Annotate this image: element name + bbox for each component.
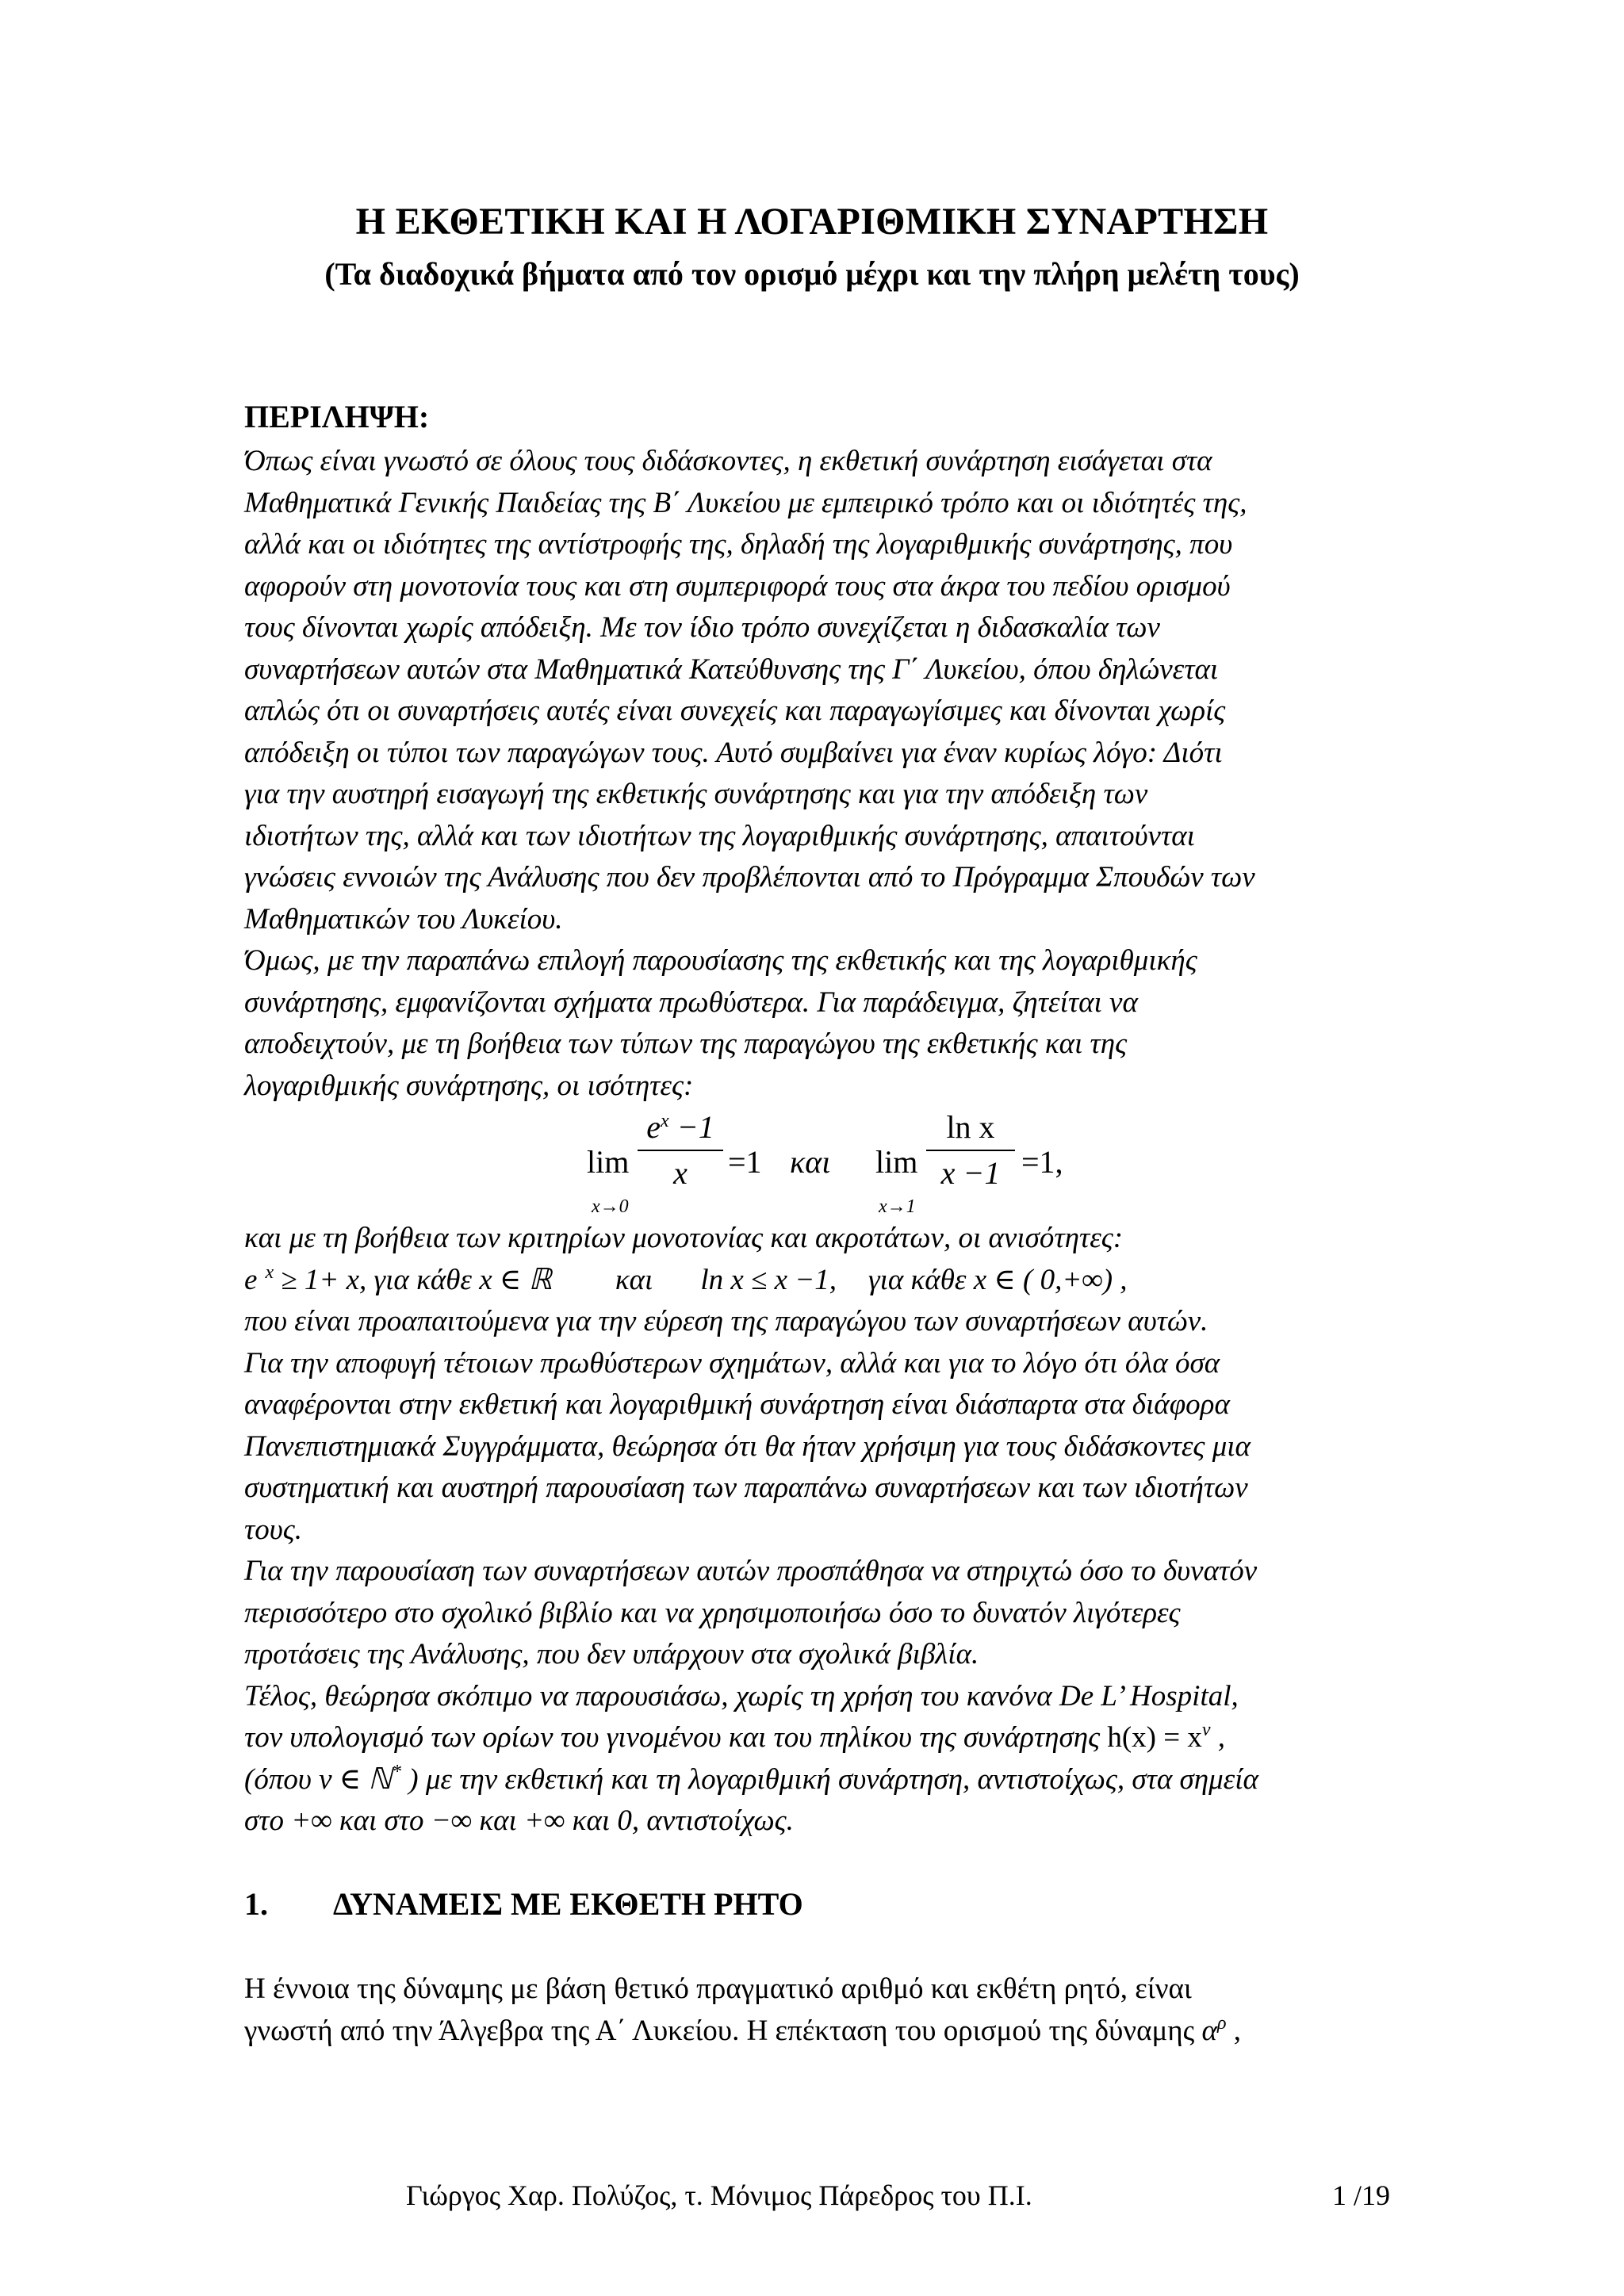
equals-one-comma: =1, <box>1021 1144 1063 1180</box>
abstract-line: Πανεπιστημιακά Συγγράμματα, θεώρησα ότι θα ήταν χρήσιμη για τους διδάσκοντες μια <box>244 1429 1251 1463</box>
section-heading <box>244 1885 803 1923</box>
abstract-line-hx <box>244 1717 1394 1759</box>
nu-start: (όπου ν ∈ ℕ <box>244 1762 393 1796</box>
section-title: ΔΥΝΑΜΕΙΣ ΜΕ ΕΚΘΕΤΗ ΡΗΤΟ <box>333 1886 803 1922</box>
ineq-conjunction: και <box>615 1263 653 1296</box>
abstract-heading: ΠΕΡΙΛΗΨΗ: <box>244 399 430 434</box>
nu-end: ) με την εκθετική και τη λογαριθμική συνάρτηση, αντιστοίχως, στα σημεία <box>401 1762 1258 1796</box>
fraction-bar <box>926 1150 1015 1151</box>
hx-exponent: ν <box>1201 1720 1211 1740</box>
abstract-line: συνάρτησης, εμφανίζονται σχήματα πρωθύστερα. Για παράδειγμα, ζητείται να <box>244 985 1138 1019</box>
abstract-line: στο +∞ και στο −∞ και +∞ και 0, αντιστοίχως. <box>244 1804 794 1837</box>
ineq-left <box>244 1261 560 1296</box>
limits-equation <box>244 1107 1394 1218</box>
document-title: Η ΕΚΘΕΤΙΚΗ ΚΑΙ Η ΛΟΓΑΡΙΘΜΙΚΗ ΣΥΝΑΡΤΗΣΗ <box>355 201 1269 243</box>
abstract-line: Όπως είναι γνωστό σε όλους τους διδάσκοντες, η εκθετική συνάρτηση εισάγεται στα <box>244 445 1212 477</box>
ineq-base: e <box>244 1263 258 1296</box>
abstract-body <box>244 441 1394 1843</box>
ineq-right: ln x ≤ x −1, <box>700 1263 837 1296</box>
document-subtitle: (Τα διαδοχικά βήματα από τον ορισμό μέχρι και την πλήρη μελέτη τους) <box>324 256 1300 292</box>
abstract-line: που είναι προαπαιτούμενα για την εύρεση της παραγώγου των συναρτήσεων αυτών. <box>244 1305 1208 1337</box>
hx-line-text: τον υπολογισμό των ορίων του γινομένου και του πηλίκου της συνάρτησης <box>244 1721 1108 1754</box>
abstract-line: τους δίνονται χωρίς απόδειξη. Με τον ίδιο τρόπο συνεχίζεται η διδασκαλία των <box>244 611 1160 644</box>
inequalities-equation <box>244 1260 1394 1302</box>
fraction-numerator <box>638 1107 723 1148</box>
abstract-line: Μαθηματικά Γενικής Παιδείας της Β΄ Λυκείου με εμπειρικό τρόπο και οι ιδιότητές της, <box>244 486 1247 519</box>
abstract-line: απόδειξη οι τύποι των παραγώγων τους. Αυτό συμβαίνει για έναν κυρίως λόγο: Διότι <box>244 736 1223 769</box>
hx-formula: h(x) = x <box>1107 1721 1202 1754</box>
fraction-denominator: x −1 <box>940 1155 1001 1191</box>
alpha-base: α <box>1201 2015 1217 2047</box>
abstract-line-nu <box>244 1759 1394 1801</box>
abstract-line: ιδιοτήτων της, αλλά και των ιδιοτήτων της λογαριθμικής συνάρτησης, απαιτούνται <box>244 819 1195 852</box>
section-number: 1. <box>244 1886 268 1922</box>
abstract-line: προτάσεις της Ανάλυσης, που δεν υπάρχουν στα σχολικά βιβλία. <box>244 1638 979 1670</box>
lim-subscript: x→0 <box>592 1196 629 1217</box>
fraction-bar <box>638 1150 723 1151</box>
body-line-text: γνωστή από την Άλγεβρα της Α΄ Λυκείου. Η επέκταση του ορισμού της δύναμης <box>244 2015 1202 2047</box>
abstract-line: αποδειχτούν, με τη βοήθεια των τύπων της παραγώγου της εκθετικής και της <box>244 1027 1128 1060</box>
num-rest: −1 <box>668 1109 714 1145</box>
lim-word: lim <box>875 1144 918 1180</box>
footer-author: Γιώργος Χαρ. Πολύζος, τ. Μόνιμος Πάρεδρος του Π.Ι. <box>406 2179 1032 2211</box>
ineq-exponent: x <box>265 1261 274 1283</box>
abstract-line: αναφέρονται στην εκθετική και λογαριθμική συνάρτηση είναι διάσπαρτα στα διάφορα <box>244 1388 1230 1421</box>
abstract-line: και με τη βοήθεια των κριτηρίων μονοτονίας και ακροτάτων, οι ανισότητες: <box>244 1222 1124 1254</box>
ineq-right-condition: για κάθε x ∈ ( 0,+∞) , <box>868 1263 1128 1296</box>
abstract-line: Μαθηματικών του Λυκείου. <box>244 902 563 936</box>
abstract-line: Όμως, με την παραπάνω επιλογή παρουσίασης της εκθετικής και της λογαριθμικής <box>244 944 1197 977</box>
abstract-line: Για την αποφυγή τέτοιων πρωθύστερων σχημάτων, αλλά και για το λόγο ότι όλα όσα <box>244 1346 1220 1380</box>
fraction-numerator: ln x <box>946 1109 995 1145</box>
body-line <box>244 2010 1394 2052</box>
abstract-line: λογαριθμικής συνάρτησης, οι ισότητες: <box>244 1069 694 1102</box>
abstract-line: αφορούν στη μονοτονία τους και στη συμπεριφορά τους στα άκρα του πεδίου ορισμού <box>244 569 1231 603</box>
abstract-line: συστηματική και αυστηρή παρουσίαση των παραπάνω συναρτήσεων και των ιδιοτήτων <box>244 1471 1248 1504</box>
abstract-line: για την αυστηρή εισαγωγή της εκθετικής συνάρτησης και για την απόδειξη των <box>244 778 1148 810</box>
nu-sup: * <box>392 1761 402 1782</box>
abstract-line: γνώσεις εννοιών της Ανάλυσης που δεν προβλέπονται από το Πρόγραμμα Σπουδών των <box>244 861 1255 894</box>
abstract-line: αλλά και οι ιδιότητες της αντίστροφής της, δηλαδή της λογαριθμικής συνάρτησης, που <box>244 528 1233 561</box>
conjunction: και <box>790 1144 831 1180</box>
rho-exponent: ρ <box>1216 2013 1227 2034</box>
body-line: Η έννοια της δύναμης με βάση θετικό πραγματικό αριθμό και εκθέτη ρητό, είναι <box>244 1973 1192 2005</box>
abstract-line: Για την παρουσίαση των συναρτήσεων αυτών προσπάθησα να στηριχτώ όσο το δυνατόν <box>244 1555 1258 1587</box>
abstract-line: Τέλος, θεώρησα σκόπιμο να παρουσιάσω, χωρίς τη χρήση του κανόνα De L’ Hospital, <box>244 1679 1239 1712</box>
footer-page-number: 1 /19 <box>1332 2179 1391 2211</box>
equals-one: =1 <box>728 1144 762 1180</box>
abstract-line: απλώς ότι οι συναρτήσεις αυτές είναι συνεχείς και παραγωγίσιμες και δίνονται χωρίς <box>244 695 1226 727</box>
fraction-right <box>926 1107 1015 1194</box>
fraction-left <box>638 1107 723 1194</box>
lim-word: lim <box>587 1144 630 1180</box>
section-body <box>244 1968 1394 2052</box>
ineq-left-rest: ≥ 1+ x, για κάθε x ∈ ℝ <box>274 1263 552 1296</box>
hx-end: , <box>1210 1721 1226 1754</box>
num-base: e <box>646 1109 661 1145</box>
num-exponent: x <box>661 1111 669 1131</box>
fraction-denominator: x <box>673 1155 688 1191</box>
abstract-line: περισσότερο στο σχολικό βιβλίο και να χρησιμοποιήσω όσο το δυνατόν λιγότερες <box>244 1596 1181 1629</box>
abstract-line: συναρτήσεων αυτών στα Μαθηματικά Κατεύθυνσης της Γ΄ Λυκείου, όπου δηλώνεται <box>244 652 1219 686</box>
abstract-line: τους. <box>244 1513 302 1546</box>
lim-subscript: x→1 <box>879 1196 916 1217</box>
body-line-end: , <box>1226 2015 1241 2047</box>
